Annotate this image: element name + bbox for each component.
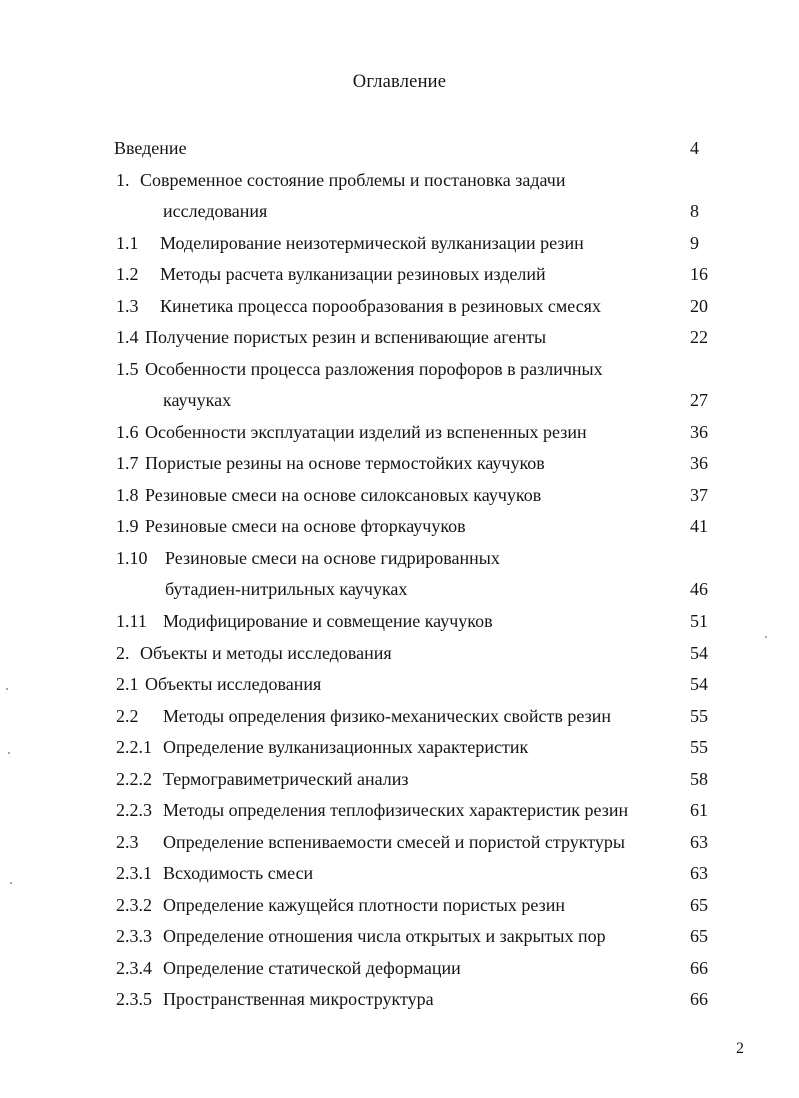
toc-entry-number: 2.2 (116, 706, 139, 726)
toc-entry-page: 66 (690, 958, 708, 978)
toc-entry-page: 58 (690, 769, 708, 789)
scan-speck (8, 752, 10, 754)
toc-entry-text: Получение пористых резин и вспенивающие агенты (145, 327, 547, 347)
scan-speck (10, 882, 12, 884)
toc-entry (0, 262, 799, 286)
toc-entry-number: 1.9 (116, 516, 139, 536)
toc-entry-text: Определение статической деформации (163, 958, 461, 978)
toc-entry-page: 54 (690, 643, 708, 663)
toc-entry (0, 514, 799, 538)
toc-entry-text: Объекты исследования (145, 674, 322, 694)
toc-entry (0, 199, 799, 223)
toc-entry-number: 2.2.3 (116, 800, 152, 820)
page-number: 2 (736, 1040, 744, 1057)
toc-entry-text: Резиновые смеси на основе гидрированных (165, 548, 500, 568)
toc-entry-number: 1.6 (116, 422, 139, 442)
toc-entry (0, 830, 799, 854)
toc-entry (0, 861, 799, 885)
toc-entry-page: 65 (690, 895, 708, 915)
toc-entry-text: Определение вспениваемости смесей и пористой структуры (163, 832, 625, 852)
toc-entry (0, 451, 799, 475)
toc-entry (0, 987, 799, 1011)
toc-title: Оглавление (352, 72, 447, 92)
toc-entry-page: 8 (690, 201, 699, 221)
toc-entry-page: 55 (690, 737, 708, 757)
toc-entry (0, 294, 799, 318)
toc-entry-number: 1.7 (116, 453, 139, 473)
toc-entry (0, 672, 799, 696)
toc-entry (0, 357, 799, 381)
toc-entry-text: Методы определения теплофизических характеристик резин (163, 800, 629, 820)
toc-entry-text: Методы расчета вулканизации резиновых изделий (160, 264, 546, 284)
toc-entry-page: 36 (690, 422, 708, 442)
toc-entry-text: исследования (163, 201, 268, 221)
toc-entry-number: 1.8 (116, 485, 139, 505)
toc-entry-number: 2.3.1 (116, 863, 152, 883)
toc-entry-text: Определение отношения числа открытых и закрытых пор (163, 926, 606, 946)
toc-entry-page: 61 (690, 800, 708, 820)
toc-entry (0, 956, 799, 980)
toc-entry-text: Моделирование неизотермической вулканизации резин (160, 233, 584, 253)
toc-entry (0, 420, 799, 444)
toc-entry (0, 546, 799, 570)
toc-entry-page: 65 (690, 926, 708, 946)
toc-entry-text: каучуках (163, 390, 232, 410)
toc-entry (0, 388, 799, 412)
toc-entry (0, 641, 799, 665)
toc-entry-text: Современное состояние проблемы и постановка задачи (140, 170, 566, 190)
toc-entry-page: 27 (690, 390, 708, 410)
toc-entry-page: 4 (690, 138, 699, 158)
toc-entry-text: Всходимость смеси (163, 863, 314, 883)
toc-entry-page: 51 (690, 611, 708, 631)
toc-entry-page: 37 (690, 485, 708, 505)
toc-entry-text: Введение (114, 138, 187, 158)
toc-entry (0, 483, 799, 507)
toc-entry-number: 2.3.4 (116, 958, 152, 978)
toc-entry (0, 704, 799, 728)
toc-entry-number: 2.1 (116, 674, 139, 694)
toc-entry-text: Особенности эксплуатации изделий из вспененных резин (145, 422, 587, 442)
toc-entry-number: 1.2 (116, 264, 139, 284)
toc-entry-page: 54 (690, 674, 708, 694)
toc-entry-text: Пористые резины на основе термостойких каучуков (145, 453, 545, 473)
toc-entry-page: 41 (690, 516, 708, 536)
toc-entry-page: 46 (690, 579, 708, 599)
toc-entry-number: 2.3.5 (116, 989, 152, 1009)
toc-entry-text: Резиновые смеси на основе фторкаучуков (145, 516, 466, 536)
toc-entry-number: 2.3 (116, 832, 139, 852)
toc-entry (0, 168, 799, 192)
toc-entry (0, 893, 799, 917)
toc-entry-page: 63 (690, 863, 708, 883)
toc-entry-text: Пространственная микроструктура (163, 989, 434, 1009)
toc-entry-text: Объекты и методы исследования (140, 643, 392, 663)
toc-entry-text: Резиновые смеси на основе силоксановых каучуков (145, 485, 542, 505)
toc-entry-page: 63 (690, 832, 708, 852)
toc-entry-number: 1.3 (116, 296, 139, 316)
toc-entry-number: 1.5 (116, 359, 139, 379)
toc-entry-text: Определение вулканизационных характеристик (163, 737, 529, 757)
toc-entry (0, 735, 799, 759)
toc-entry-number: 1.1 (116, 233, 139, 253)
toc-entry-number: 1.11 (116, 611, 147, 631)
toc-entry (0, 325, 799, 349)
toc-entry-number: 2. (116, 643, 130, 663)
toc-entry (0, 577, 799, 601)
toc-entry-page: 66 (690, 989, 708, 1009)
toc-entry-number: 1.10 (116, 548, 148, 568)
toc-entry-number: 1.4 (116, 327, 139, 347)
toc-entry (0, 798, 799, 822)
toc-entry-number: 1. (116, 170, 130, 190)
toc-entry-number: 2.2.1 (116, 737, 152, 757)
toc-entry-text: Кинетика процесса порообразования в резиновых смесях (160, 296, 601, 316)
toc-entry (0, 767, 799, 791)
scan-speck (765, 636, 767, 638)
toc-entry-text: Определение кажущейся плотности пористых резин (163, 895, 566, 915)
toc-entry-number: 2.3.3 (116, 926, 152, 946)
toc-entry-text: Термогравиметрический анализ (163, 769, 409, 789)
toc-entry (0, 924, 799, 948)
toc-entry (0, 231, 799, 255)
toc-entry (0, 609, 799, 633)
toc-entry-page: 55 (690, 706, 708, 726)
toc-entry-text: Методы определения физико-механических свойств резин (163, 706, 611, 726)
scan-speck (6, 688, 8, 690)
toc-entry-number: 2.2.2 (116, 769, 152, 789)
toc-entry-text: бутадиен-нитрильных каучуках (165, 579, 408, 599)
toc-entry-page: 20 (690, 296, 708, 316)
toc-entry-page: 9 (690, 233, 699, 253)
toc-entry-page: 36 (690, 453, 708, 473)
toc-entry-text: Модифицирование и совмещение каучуков (163, 611, 493, 631)
toc-entry-text: Особенности процесса разложения порофоров в различных (145, 359, 603, 379)
toc-entry (0, 136, 799, 160)
toc-entry-page: 16 (690, 264, 708, 284)
toc-entry-number: 2.3.2 (116, 895, 152, 915)
toc-entry-page: 22 (690, 327, 708, 347)
